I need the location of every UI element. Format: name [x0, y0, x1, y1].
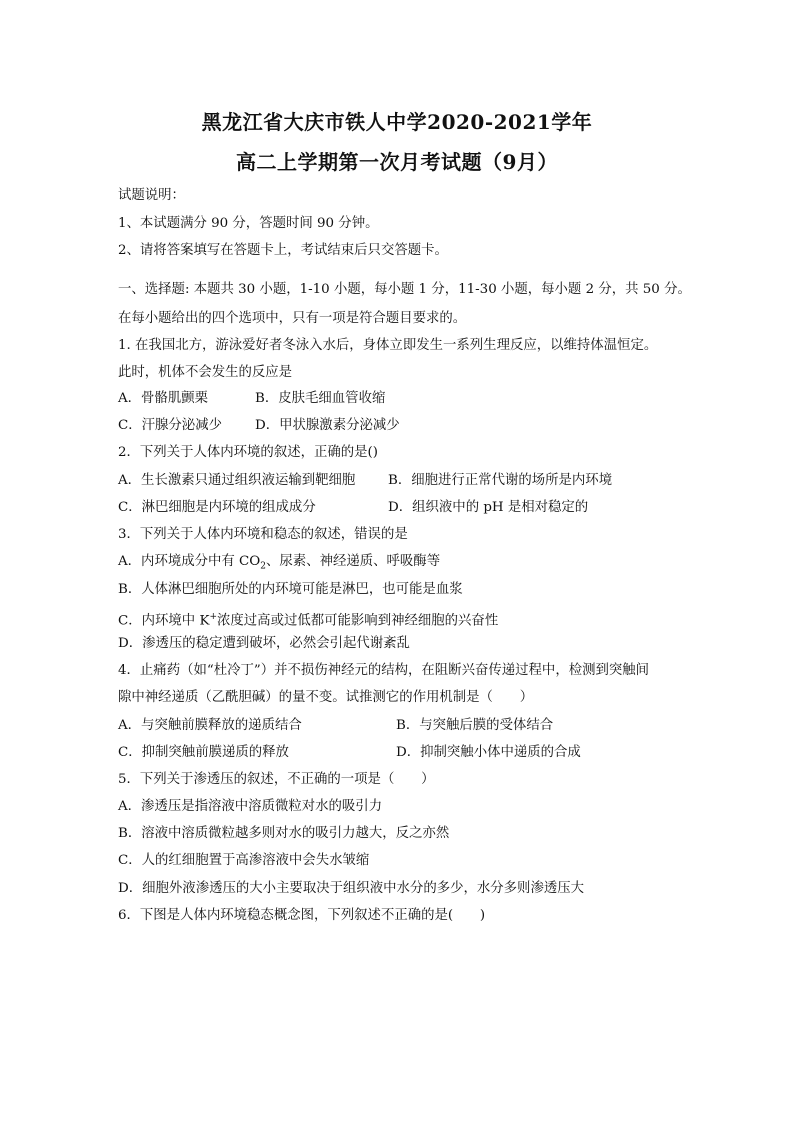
q5-option-a: A．渗透压是指溶液中溶质微粒对水的吸引力: [118, 799, 383, 814]
q1-stem-line2: 此时，机体不会发生的反应是: [118, 365, 293, 380]
q3-option-c: C．内环境中 K+浓度过高或过低都可能影响到神经细胞的兴奋性: [118, 612, 499, 629]
section-header-line2: 在每小题给出的四个选项中，只有一项是符合题目要求的。: [118, 311, 467, 326]
q4-option-c: C．抑制突触前膜递质的释放: [118, 745, 289, 760]
q4-option-d: D．抑制突触小体中递质的合成: [396, 745, 581, 760]
instruction-item-2: 2、请将答案填写在答题卡上，考试结束后只交答题卡。: [118, 243, 448, 258]
q3-option-b: B．人体淋巴细胞所处的内环境可能是淋巴，也可能是血浆: [118, 582, 463, 597]
instructions-heading: 试题说明：: [118, 188, 185, 203]
superscript-plus: +: [209, 612, 218, 622]
q1-option-a: A．骨骼肌颤栗: [118, 391, 209, 406]
q4-option-b: B．与突触后膜的受体结合: [396, 718, 554, 733]
q2-option-b: B．细胞进行正常代谢的场所是内环境: [388, 473, 613, 488]
q5-option-c: C．人的红细胞置于高渗溶液中会失水皱缩: [118, 853, 370, 868]
q2-option-c: C．淋巴细胞是内环境的组成成分: [118, 500, 316, 515]
subscript-2: 2: [260, 561, 267, 572]
exam-title-line1: 黑龙江省大庆市铁人中学2020-2021学年: [201, 110, 593, 134]
section-header-line1: 一、选择题: 本题共 30 小题，1-10 小题，每小题 1 分，11-30 小题，每小题 2 分，共 50 分。: [118, 282, 691, 297]
q3-stem: 3．下列关于人体内环境和稳态的叙述，错误的是: [118, 527, 408, 542]
q3-option-d: D．渗透压的稳定遭到破坏，必然会引起代谢紊乱: [118, 636, 410, 651]
q1-option-d: D．甲状腺激素分泌减少: [255, 418, 400, 433]
q2-stem: 2．下列关于人体内环境的叙述，正确的是(): [118, 445, 378, 460]
q2-option-d: D．组织液中的 pH 是相对稳定的: [388, 500, 589, 515]
q3-option-a: A．内环境成分中有 $CO_2$、尿素、神经递质、呼吸酶等: [118, 554, 441, 572]
q5-option-b: B．溶液中溶质微粒越多则对水的吸引力越大，反之亦然: [118, 826, 450, 841]
q2-option-a: A．生长激素只通过组织液运输到靶细胞: [118, 473, 356, 488]
q4-stem-line1: 4．止痛药（如“杜冷丁”）并不损伤神经元的结构，在阻断兴奋传递过程中，检测到突触间: [118, 663, 650, 678]
q1-option-b: B．皮肤毛细血管收缩: [255, 391, 386, 406]
exam-title-line2: 高二上学期第一次月考试题（9月）: [236, 150, 558, 174]
instruction-item-1: 1、本试题满分 90 分，答题时间 90 分钟。: [118, 216, 379, 231]
q5-stem: 5．下列关于渗透压的叙述，不正确的一项是（ ）: [118, 772, 435, 787]
q6-stem: 6．下图是人体内环境稳态概念图，下列叙述不正确的是( ): [118, 908, 486, 923]
q5-option-d: D．细胞外液渗透压的大小主要取决于组织液中水分的多少，水分多则渗透压大: [118, 881, 585, 896]
q4-stem-line2: 隙中神经递质（乙酰胆碱）的量不变。试推测它的作用机制是（ ）: [118, 690, 534, 705]
q4-option-a: A．与突触前膜释放的递质结合: [118, 718, 302, 733]
q1-option-c: C．汗腺分泌减少: [118, 418, 222, 433]
q1-stem-line1: 1. 在我国北方，游泳爱好者冬泳入水后，身体立即发生一系列生理反应，以维持体温恒定。: [118, 338, 658, 353]
